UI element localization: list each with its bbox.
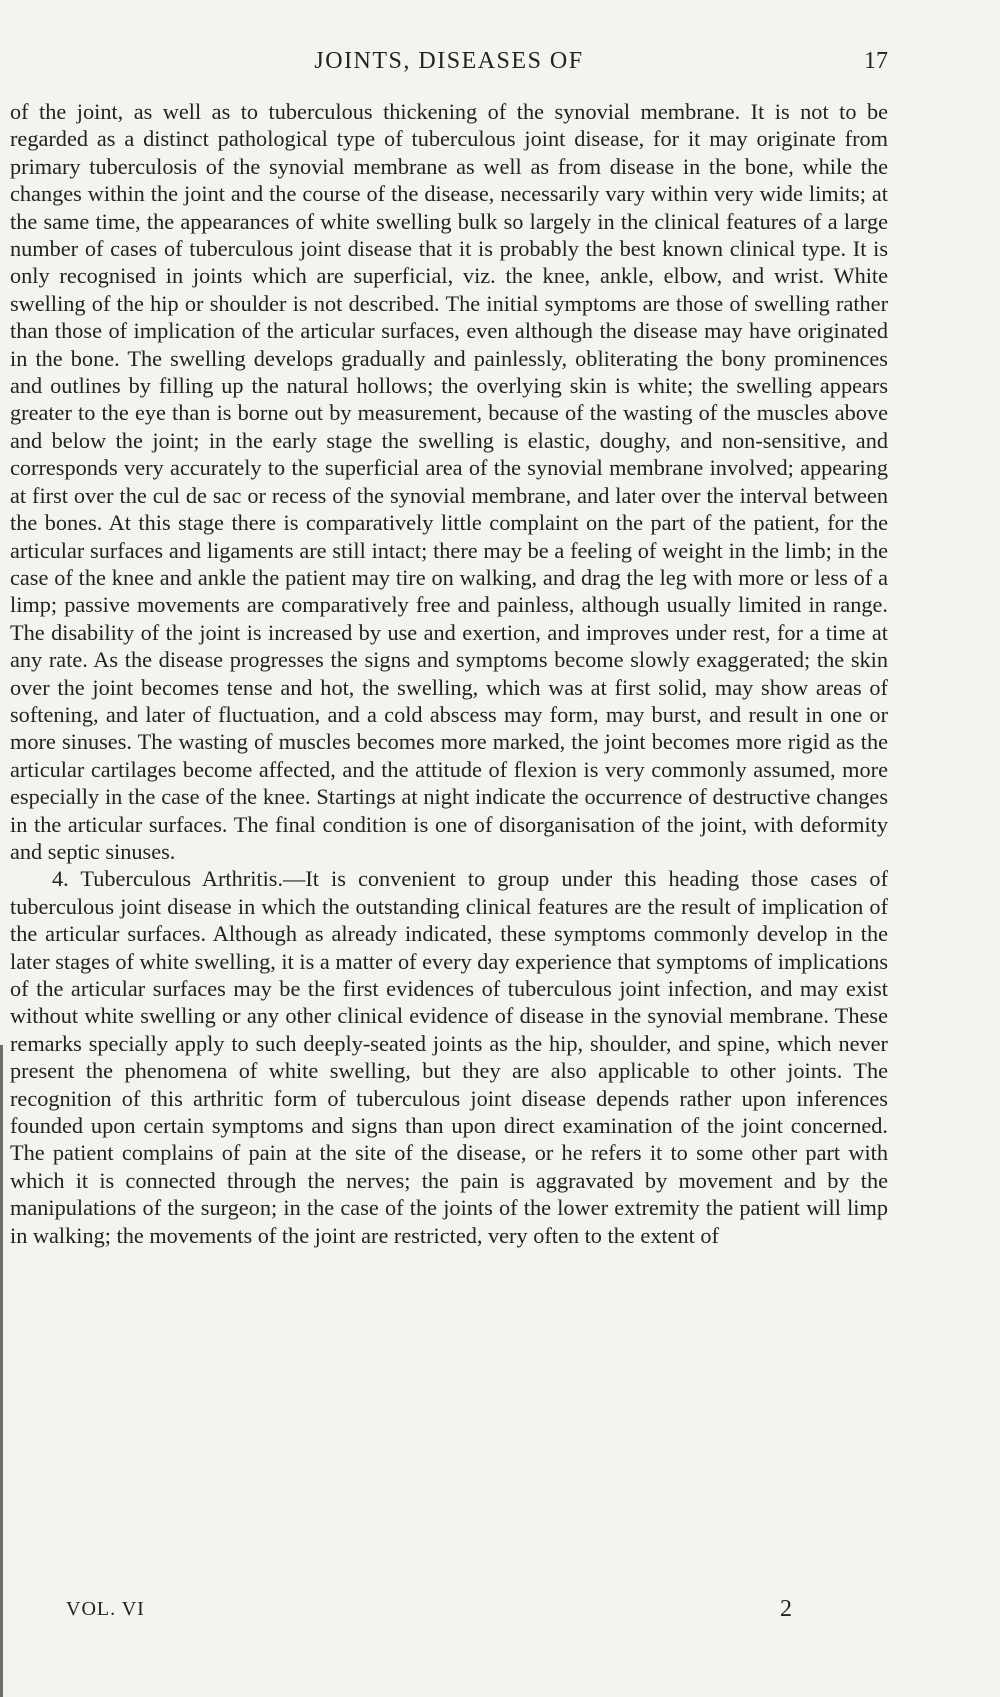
page-number: 17 xyxy=(864,48,888,74)
signature-mark: 2 xyxy=(780,1596,792,1622)
page-header xyxy=(10,48,888,80)
running-title: JOINTS, DISEASES OF xyxy=(314,48,584,74)
volume-label: VOL. VI xyxy=(66,1598,145,1620)
binding-edge-shadow xyxy=(0,1045,3,1697)
page-footer xyxy=(10,1598,888,1628)
paragraph-tuberculous-arthritis: 4. Tuberculous Arthritis.—It is convenient to group under this heading those cases of tuberculous joint disease in which the outstanding clinical features are the result of implication of the articular surfaces. Although as already indicated, these symptoms commonly develop in the later stages of white swelling, it is a matter of every day experience that symptoms of implications of the articular surfaces may be the first evidences of tuberculous joint infection, and may exist without white swelling or any other clinical evidence of disease in the synovial membrane. These remarks specially apply to such deeply-seated joints as the hip, shoulder, and spine, which never present the phenomena of white swelling, but they are also applicable to other joints. The recognition of this arthritic form of tuberculous joint disease depends rather upon inferences founded upon certain symptoms and signs than upon direct examination of the joint concerned. The patient complains of pain at the site of the disease, or he refers it to some other part with which it is connected through the nerves; the pain is aggravated by movement and by the manipulations of the surgeon; in the case of the joints of the lower extremity the patient will limp in walking; the movements of the joint are restricted, very often to the extent of xyxy=(10,866,888,1248)
paragraph-white-swelling: of the joint, as well as to tuberculous thickening of the synovial membrane. It is not to be regarded as a distinct pathological type of tuberculous joint disease, for it may originate from primary tuberculosis of the synovial membrane as well as from disease in the bone, while the changes within the joint and the course of the disease, necessarily vary within very wide limits; at the same time, the appearances of white swelling bulk so largely in the clinical features of a large number of cases of tuberculous joint disease that it is probably the best known clinical type. It is only recognised in joints which are superficial, viz. the knee, ankle, elbow, and wrist. White swelling of the hip or shoulder is not described. The initial symptoms are those of swelling rather than those of implication of the articular surfaces, even although the disease may have originated in the bone. The swelling develops gradually and painlessly, obliterating the bony prominences and outlines by filling up the natural hollows; the overlying skin is white; the swelling appears greater to the eye than is borne out by measurement, because of the wasting of the muscles above and below the joint; in the early stage the swelling is elastic, doughy, and non-sensitive, and corresponds very accurately to the superficial area of the synovial membrane involved; appearing at first over the cul de sac or recess of the synovial membrane, and later over the interval between the bones. At this stage there is comparatively little complaint on the part of the patient, for the articular surfaces and ligaments are still intact; there may be a feeling of weight in the limb; in the case of the knee and ankle the patient may tire on walking, and drag the leg with more or less of a limp; passive movements are comparatively free and painless, although usually limited in range. The disability of the joint is increased by use and exertion, and improves under rest, for a time at any rate. As the disease progresses the signs and symptoms become slowly exaggerated; the skin over the joint becomes tense and hot, the swelling, which was at first solid, may show areas of softening, and later of fluctuation, and a cold abscess may form, may burst, and result in one or more sinuses. The wasting of muscles becomes more marked, the joint becomes more rigid as the articular cartilages become affected, and the attitude of flexion is very commonly assumed, more especially in the case of the knee. Startings at night indicate the occurrence of destructive changes in the articular surfaces. The final condition is one of disorganisation of the joint, with deformity and septic sinuses. xyxy=(10,99,888,864)
body-text xyxy=(10,98,888,1249)
